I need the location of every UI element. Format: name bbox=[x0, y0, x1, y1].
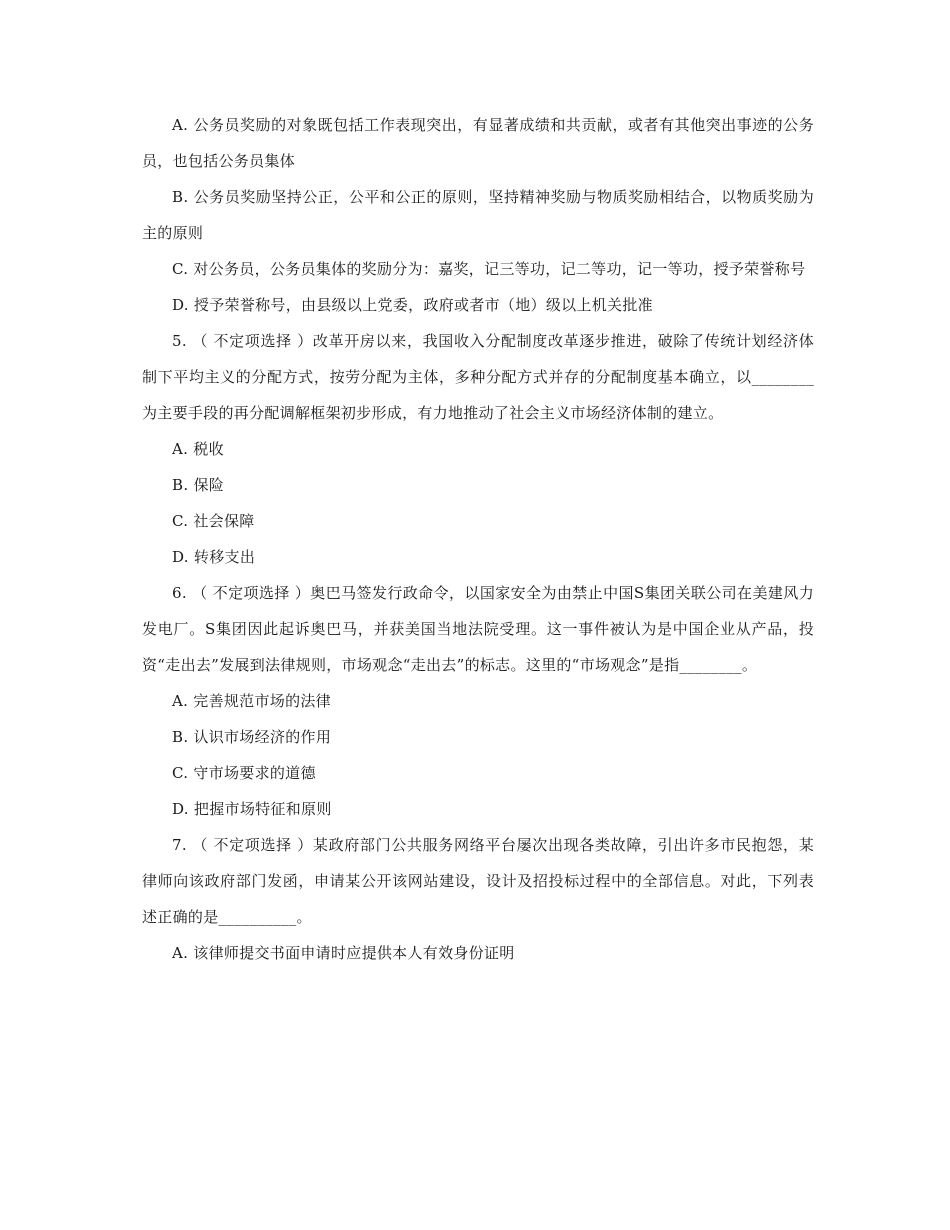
q5-option-b: B. 保险 bbox=[172, 476, 225, 494]
q6-option-a: A. 完善规范市场的法律 bbox=[172, 692, 331, 710]
q6-option-c: C. 守市场要求的道德 bbox=[172, 764, 316, 782]
question-5: 5. （ 不定项选择 ）改革开房以来，我国收入分配制度改革逐步推进，破除了传统计划经济体制下平均主义的分配方式，按劳分配为主体，多种分配方式并存的分配制度基本确立，以________为主要手段的再分配调解框架初步形成，有力地推动了社会主义市场经济体制的建立。 bbox=[142, 332, 814, 422]
option-d-honor-approval: D. 授予荣誉称号，由县级以上党委，政府或者市（地）级以上机关批准 bbox=[172, 296, 653, 314]
option-a-reward-scope: A. 公务员奖励的对象既包括工作表现突出，有显著成绩和共贡献，或者有其他突出事迹的公务员，也包括公务员集体 bbox=[142, 116, 814, 170]
q5-option-d: D. 转移支出 bbox=[172, 548, 256, 566]
q7-option-a: A. 该律师提交书面申请时应提供本人有效身份证明 bbox=[172, 944, 515, 962]
option-c-reward-types: C. 对公务员，公务员集体的奖励分为：嘉奖，记三等功，记二等功，记一等功，授予荣誉称号 bbox=[172, 260, 806, 278]
q5-option-c: C. 社会保障 bbox=[172, 512, 255, 530]
option-b-reward-principle: B. 公务员奖励坚持公正，公平和公正的原则，坚持精神奖励与物质奖励相结合，以物质奖励为主的原则 bbox=[142, 188, 814, 242]
document-body bbox=[142, 107, 814, 971]
question-7: 7. （ 不定项选择 ）某政府部门公共服务网络平台屡次出现各类故障，引出许多市民抱怨，某律师向该政府部门发函，申请某公开该网站建设，设计及招投标过程中的全部信息。对此，下列表述正确的是__________。 bbox=[142, 836, 814, 926]
q6-option-b: B. 认识市场经济的作用 bbox=[172, 728, 332, 746]
q6-option-d: D. 把握市场特征和原则 bbox=[172, 800, 332, 818]
question-6: 6. （ 不定项选择 ）奥巴马签发行政命令，以国家安全为由禁止中国S集团关联公司在美建风力发电厂。S集团因此起诉奥巴马，并获美国当地法院受理。这一事件被认为是中国企业从产品，投资“走出去”发展到法律规则，市场观念“走出去”的标志。这里的“市场观念”是指________。 bbox=[142, 584, 814, 674]
q5-option-a: A. 税收 bbox=[172, 440, 224, 458]
